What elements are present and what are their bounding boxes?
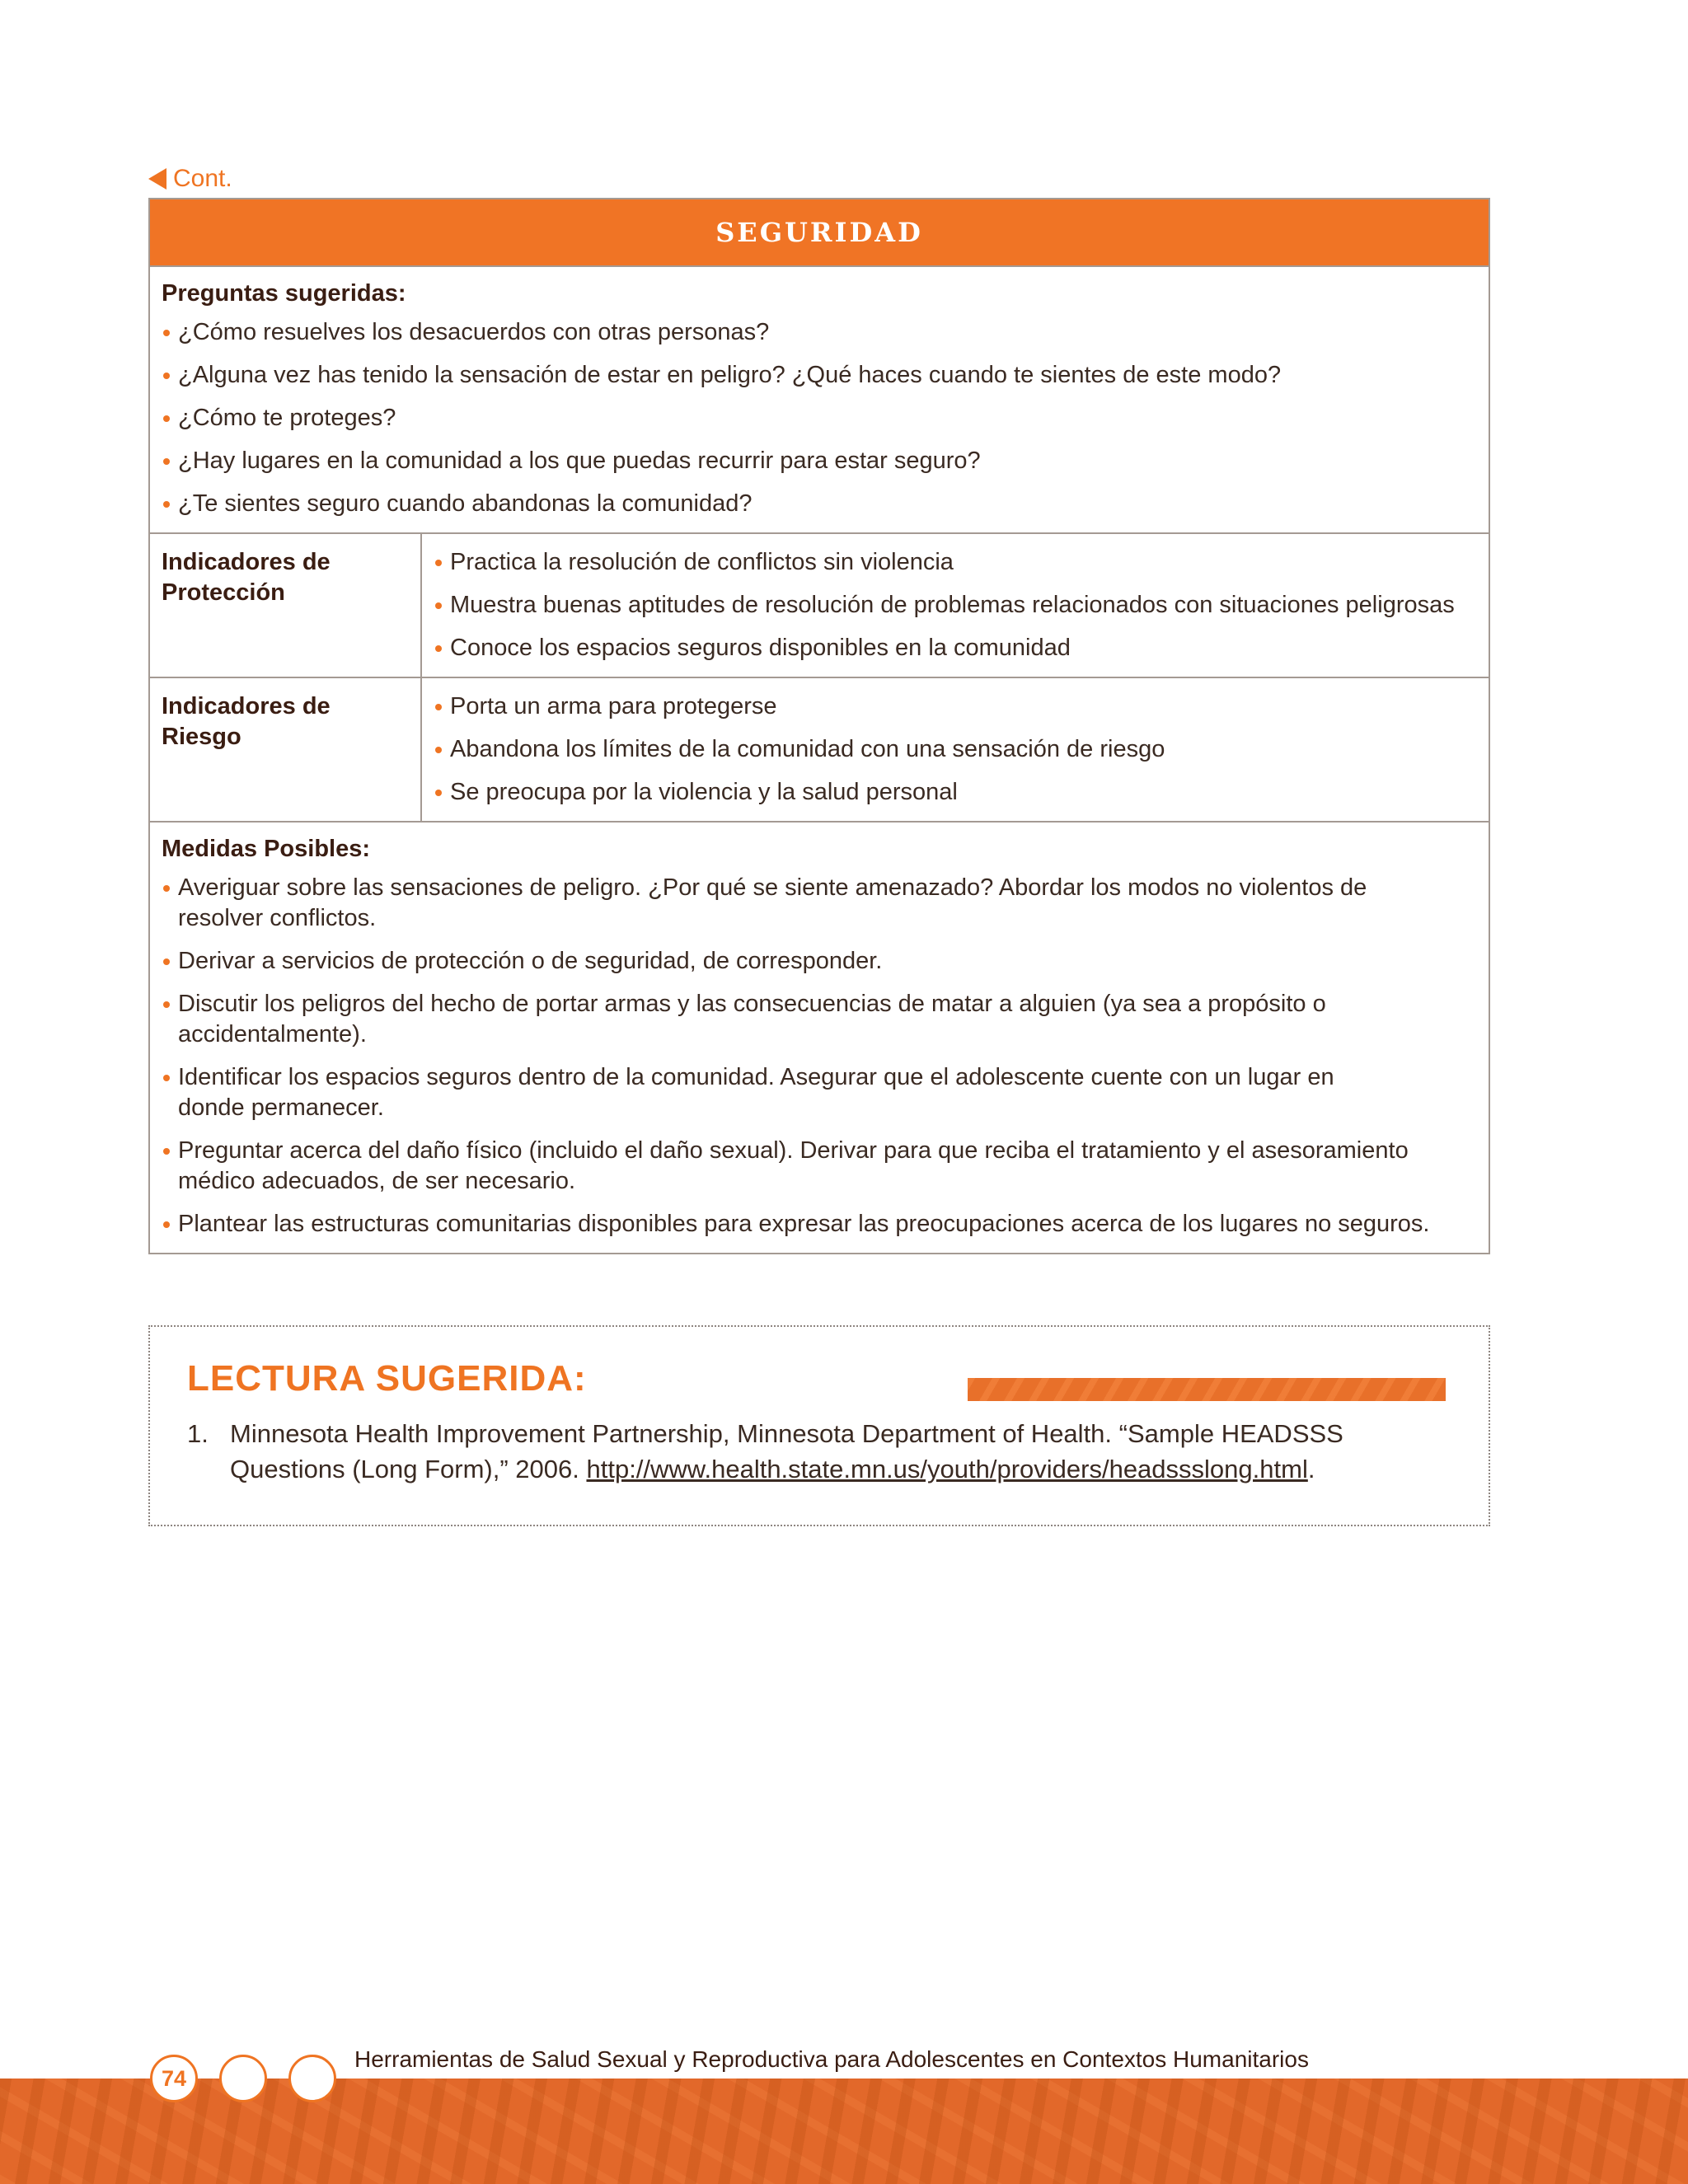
measure-item: Derivar a servicios de protección o de seguridad, de corresponder. — [162, 946, 1477, 977]
protection-label: Indicadores de Protección — [150, 534, 422, 677]
question-item: ¿Cómo resuelves los desacuerdos con otras personas? — [162, 317, 1477, 348]
question-item: ¿Alguna vez has tenido la sensación de estar en peligro? ¿Qué haces cuando te sientes de este modo? — [162, 360, 1477, 391]
protection-item: Conoce los espacios seguros disponibles en la comunidad — [434, 633, 1477, 663]
question-item: ¿Te sientes seguro cuando abandonas la comunidad? — [162, 489, 1477, 519]
footer-title: Herramientas de Salud Sexual y Reproductiva para Adolescentes en Contextos Humanitarios — [354, 2046, 1309, 2072]
continued-label: Cont. — [173, 165, 232, 192]
reading-list — [187, 1416, 1423, 1487]
protection-row — [150, 534, 1489, 678]
suggested-reading-title: LECTURA SUGERIDA: — [187, 1358, 587, 1399]
risk-list — [434, 691, 1477, 808]
reading-citation: Minnesota Health Improvement Partnership, Minnesota Department of Health. “Sample HEADSSS Questions (Long Form),” 2006. — [230, 1419, 1343, 1483]
risk-row — [150, 678, 1489, 823]
reading-link[interactable]: http://www.health.state.mn.us/youth/providers/headssslong.html — [586, 1455, 1308, 1483]
measures-list — [162, 873, 1477, 1240]
measure-item: Preguntar acerca del daño físico (incluido el daño sexual). Derivar para que reciba el tratamiento y el asesoramiento médico adecuados, de ser necesario. — [162, 1136, 1431, 1197]
decorative-circle — [288, 2055, 336, 2102]
risk-label: Indicadores de Riesgo — [150, 678, 422, 821]
questions-list — [162, 317, 1477, 519]
left-arrow-icon — [148, 168, 166, 190]
questions-heading: Preguntas sugeridas: — [162, 280, 406, 307]
measures-section — [150, 823, 1489, 1253]
decorative-bar — [968, 1378, 1446, 1401]
risk-item: Abandona los límites de la comunidad con una sensación de riesgo — [434, 734, 1477, 765]
measure-item: Identificar los espacios seguros dentro de la comunidad. Asegurar que el adolescente cuente con un lugar en donde permanecer. — [162, 1062, 1365, 1123]
continued-marker — [148, 165, 232, 193]
reading-number: 1. — [187, 1419, 209, 1448]
question-item: ¿Cómo te proteges? — [162, 403, 1477, 434]
table-header: SEGURIDAD — [150, 199, 1489, 267]
measure-item: Plantear las estructuras comunitarias disponibles para expresar las preocupaciones acerca de los lugares no seguros. — [162, 1209, 1477, 1240]
protection-list — [434, 547, 1477, 663]
measure-item: Discutir los peligros del hecho de portar armas y las consecuencias de matar a alguien (ya sea a propósito o accidentalmente). — [162, 989, 1348, 1050]
seguridad-table — [148, 198, 1490, 1254]
risk-item: Se preocupa por la violencia y la salud personal — [434, 777, 1477, 808]
reading-end: . — [1307, 1455, 1315, 1483]
suggested-reading-box — [148, 1325, 1490, 1526]
page-number: 74 — [150, 2055, 198, 2102]
reading-item — [187, 1416, 1423, 1487]
question-item: ¿Hay lugares en la comunidad a los que puedas recurrir para estar seguro? — [162, 446, 1477, 476]
decorative-circle — [219, 2055, 267, 2102]
measure-item: Averiguar sobre las sensaciones de peligro. ¿Por qué se siente amenazado? Abordar los modos no violentos de resolver conflictos. — [162, 873, 1381, 934]
reading-text — [230, 1416, 1423, 1487]
protection-item: Muestra buenas aptitudes de resolución de problemas relacionados con situaciones peligrosas — [434, 590, 1477, 621]
questions-section — [150, 267, 1489, 534]
measures-heading: Medidas Posibles: — [162, 836, 371, 862]
risk-item: Porta un arma para protegerse — [434, 691, 1477, 722]
protection-item: Practica la resolución de conflictos sin violencia — [434, 547, 1477, 578]
